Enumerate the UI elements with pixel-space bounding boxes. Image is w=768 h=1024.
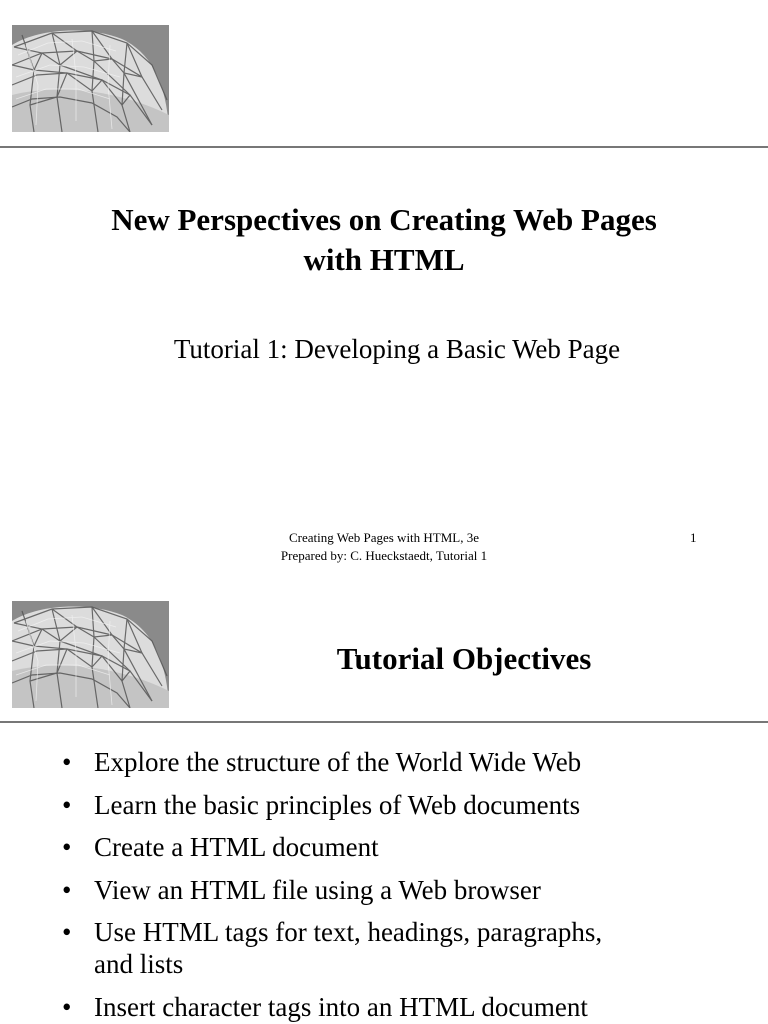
objectives-list (62, 746, 702, 1024)
list-item-text: Explore the structure of the World Wide Web (94, 747, 582, 777)
list-item-text: Learn the basic principles of Web documents (94, 789, 581, 820)
footer-author: Prepared by: C. Hueckstaedt, Tutorial 1 (280, 548, 488, 563)
list-item-text-continued: and lists (94, 949, 184, 979)
presentation-title (0, 200, 768, 280)
slide-2 (0, 576, 768, 1024)
list-item-text: Use HTML tags for text, headings, paragraphs, (94, 917, 603, 947)
list-item (62, 746, 702, 778)
bullet-icon: • (62, 832, 72, 862)
list-item (62, 831, 702, 863)
header-divider (0, 146, 768, 148)
bullet-icon: • (62, 789, 72, 820)
bullet-icon: • (62, 747, 72, 777)
list-item (62, 874, 702, 906)
list-item (62, 789, 702, 821)
list-item-text: Create a HTML document (94, 832, 379, 862)
geodesic-dome-image (12, 25, 169, 132)
slide-number: 1 (690, 530, 697, 545)
header-divider (0, 721, 768, 723)
footer-course: Creating Web Pages with HTML, 3e (288, 530, 480, 545)
geodesic-dome-logo (12, 25, 169, 132)
list-item-text: Insert character tags into an HTML document (94, 991, 588, 1022)
list-item-text: View an HTML file using a Web browser (94, 874, 541, 905)
title-line-1: New Perspectives on Creating Web Pages (111, 202, 657, 237)
bullet-icon: • (62, 991, 72, 1022)
bullet-icon: • (62, 917, 72, 947)
title-line-2: with HTML (303, 242, 465, 277)
list-item (62, 991, 702, 1023)
bullet-icon: • (62, 874, 72, 905)
geodesic-dome-logo (12, 601, 169, 708)
tutorial-subtitle: Tutorial 1: Developing a Basic Web Page (173, 334, 621, 364)
list-item (62, 916, 702, 980)
slide-title: Tutorial Objectives (336, 641, 592, 676)
geodesic-dome-image (12, 601, 169, 708)
